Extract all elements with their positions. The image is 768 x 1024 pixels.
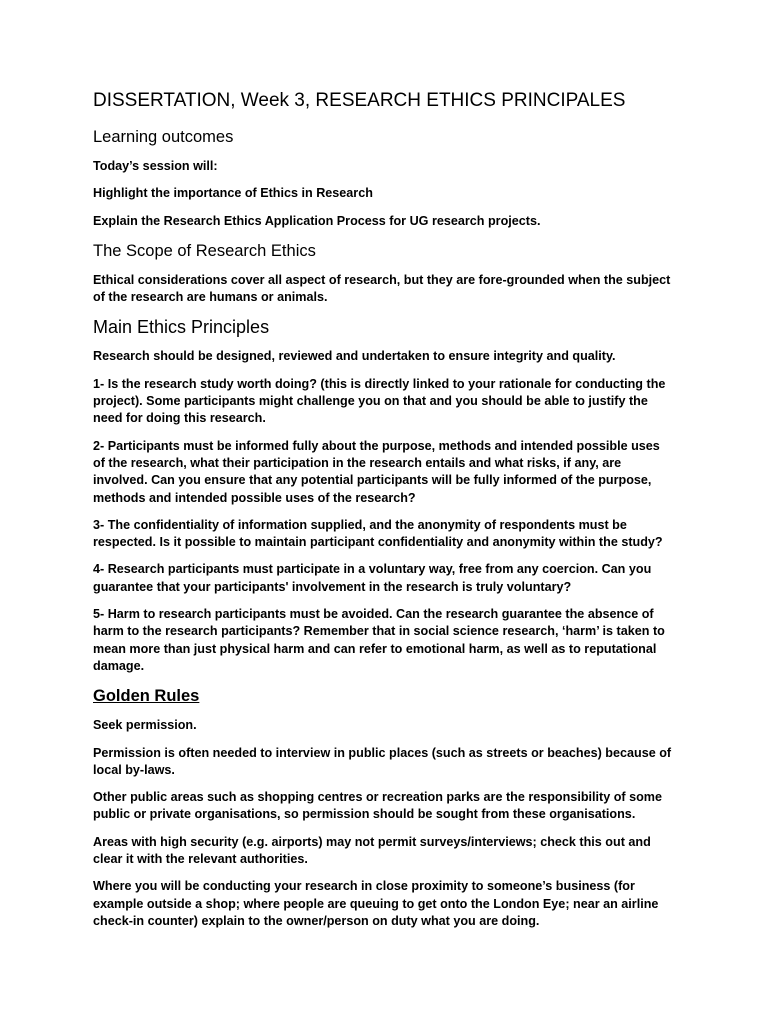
learning-outcome-item-2: Explain the Research Ethics Application Process for UG research projects. [93, 213, 541, 228]
principle-5: 5- Harm to research participants must be avoided. Can the research guarantee the absence of harm to the research participants? Remember that in social science research, ‘harm’ is taken to mean more than just physical harm and can refer to emotional harm, as well as to reputational damage. [93, 607, 665, 673]
golden-rules-heading: Golden Rules [93, 687, 200, 706]
golden-rule-1: Seek permission. [93, 718, 197, 733]
main-principles-heading: Main Ethics Principles [93, 317, 270, 338]
document-title: DISSERTATION, Week 3, RESEARCH ETHICS PRINCIPALES [93, 90, 626, 111]
learning-outcomes-heading: Learning outcomes [93, 128, 234, 146]
scope-paragraph: Ethical considerations cover all aspect of research, but they are fore-grounded when the subject of the research are humans or animals. [93, 272, 671, 305]
golden-rule-3: Other public areas such as shopping centres or recreation parks are the responsibility of some public or private organisations, so permission should be sought from these organisations. [93, 790, 662, 822]
principle-2: 2- Participants must be informed fully about the purpose, methods and intended possible uses of the research, what their participation in the research entails and what risks, if any, are involved. Can you ensure that any potential participants will be fully informed of the purpose, methods and intended possible uses of the research? [93, 438, 660, 505]
principle-1: 1- Is the research study worth doing? (this is directly linked to your rationale for conducting the project). Some participants might challenge you on that and you should be able to justify the need for doing this research. [93, 376, 666, 426]
golden-rule-5: Where you will be conducting your research in close proximity to someone’s business (for example outside a shop; where people are queuing to get onto the London Eye; near an airline check-in counter) explain to the owner/person on duty what you are doing. [93, 879, 659, 928]
scope-heading: The Scope of Research Ethics [93, 241, 316, 260]
principles-intro: Research should be designed, reviewed and undertaken to ensure integrity and quality. [93, 349, 616, 364]
principle-4: 4- Research participants must participate in a voluntary way, free from any coercion. Can you guarantee that your participants' involvement in the research is truly voluntary? [93, 562, 652, 594]
golden-rule-4: Areas with high security (e.g. airports) may not permit surveys/interviews; check this out and clear it with the relevant authorities. [93, 834, 651, 867]
learning-outcome-item-1: Highlight the importance of Ethics in Research [93, 186, 373, 201]
learning-outcomes-intro: Today’s session will: [93, 159, 218, 173]
principle-3: 3- The confidentiality of information supplied, and the anonymity of respondents must be respected. Is it possible to maintain participant confidentiality and anonymity within the study? [93, 517, 663, 550]
golden-rule-2: Permission is often needed to interview in public places (such as streets or beaches) because of local by-laws. [93, 745, 672, 777]
